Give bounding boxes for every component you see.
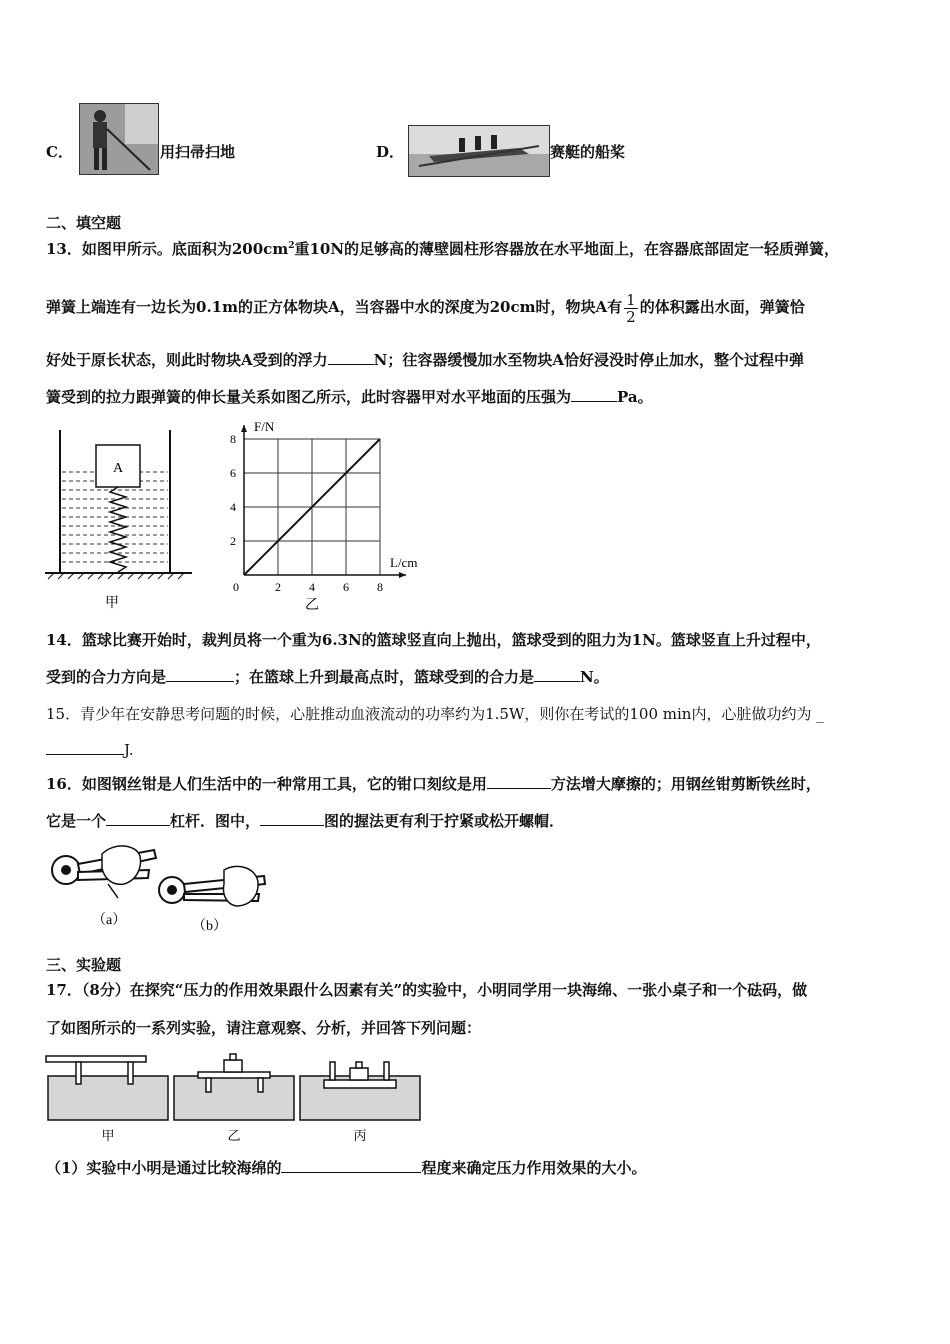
caption-jia: 甲 [101,1128,115,1143]
pliers-figures [44,840,284,940]
q13-line2a: 弹簧上端连有一边长为0.1m的正方体物块A，当容器中水的深度为20cm时，物块A有 [46,298,623,316]
q16-line1a: 16．如图钢丝钳是人们生活中的一种常用工具，它的钳口刻纹是用 [46,775,487,793]
x-tick-label: 6 [343,580,349,594]
option-d-letter: D． [376,143,405,161]
figure-container-jia [40,425,200,615]
q16-line-1 [46,773,821,794]
q16-blank-lever[interactable] [106,811,170,826]
q13-blank-pressure[interactable] [571,387,617,402]
block-a-label: A [112,461,124,476]
rowing-photo [408,125,550,177]
q14-blank-net-force[interactable] [534,667,580,682]
sponge-figure-bing [300,1062,420,1120]
q13-line-4 [46,386,653,407]
chart-axes [241,425,406,578]
y-tick-label: 6 [230,466,236,480]
pliers-figure-b [159,866,265,906]
q14-line-1: 14．篮球比赛开始时，裁判员将一个重为6.3N的篮球竖直向上抛出，篮球受到的阻力为1N。篮球竖直上升过程中， [46,631,821,649]
q13-line2b: 的体积露出水面，弹簧恰 [639,298,805,316]
sponge-experiment-figures [44,1052,424,1147]
q15-line2: J. [124,741,134,759]
q17-sub1 [46,1157,646,1178]
x-tick-label: 8 [377,580,383,594]
q16-line1b: 方法增大摩擦的；用钢丝钳剪断铁丝时， [550,775,821,793]
x-tick-label: 0 [233,580,239,594]
q13-line-1 [46,238,839,259]
q16-blank-figure[interactable] [260,811,324,826]
q14-line2c: N。 [580,668,609,686]
x-axis-arrow [399,572,406,578]
q16-blank-method[interactable] [487,774,551,789]
q17-line-1: 17．（8分）在探究“压力的作用效果跟什么因素有关”的实验中，小明同学用一块海绵、一张小桌子和一个砝码，做 [46,981,808,999]
q14-line2a: 受到的合力方向是 [46,668,167,686]
q14-line2b: ；在篮球上升到最高点时，篮球受到的合力是 [234,668,535,686]
q13-line1b: 重10N的足够高的薄壁圆柱形容器放在水平地面上，在容器底部固定一轻质弹簧， [294,240,840,258]
q13-line3a: 好处于原长状态，则此时物块A受到的浮力 [46,351,328,369]
option-c-letter: C． [46,143,73,161]
figure-b-caption: （b） [192,919,227,934]
option-c-text: 用扫帚扫地 [160,143,236,161]
y-tick-label: 2 [230,534,236,548]
rowing-illustration [409,126,549,176]
section-title-experiment: 三、实验题 [46,956,122,974]
q15-line-2 [46,740,134,759]
q13-fraction [624,292,638,325]
fraction-numerator: 1 [626,290,636,309]
chart-y-axis-label: F/N [254,420,275,434]
y-axis-arrow [241,425,247,432]
q13-line4a: 簧受到的拉力跟弹簧的伸长量关系如图乙所示，此时容器甲对水平地面的压强为 [46,388,572,406]
y-tick-label: 8 [230,432,236,446]
fraction-denominator: 2 [626,307,636,326]
q13-sup: 2 [288,241,295,251]
sweeping-photo [79,103,159,175]
q17-sub1a: （1）实验中小明是通过比较海绵的 [46,1159,282,1177]
caption-yi: 乙 [227,1128,241,1143]
q16-line2a: 它是一个 [46,812,107,830]
q17-blank-deformation[interactable] [281,1158,421,1173]
caption-bing: 丙 [353,1128,367,1143]
sweeping-illustration [80,104,158,174]
q13-line4b: Pa。 [617,388,653,406]
q13-blank-buoyancy[interactable] [328,350,374,365]
q15-line-1: 15．青少年在安静思考问题的时候，心脏推动血液流动的功率约为1.5W，则你在考试的100 min内，心脏做功约为 _ [46,705,824,723]
chart-x-axis-label: L/cm [390,555,418,570]
q16-line2c: 图的握法更有利于拧紧或松开螺帽． [324,812,565,830]
q13-line-2 [46,289,805,325]
spring-force-chart [222,420,442,615]
figure-jia-caption: 甲 [105,596,119,611]
q13-line1a: 13．如图甲所示。底面积为200cm [46,240,289,258]
sponge-figure-yi [174,1054,294,1120]
x-tick-label: 4 [309,580,315,594]
q17-sub1b: 程度来确定压力作用效果的大小。 [421,1159,647,1177]
q15-blank-work[interactable] [46,740,124,755]
sponge-figure-jia [46,1056,168,1120]
x-tick-label: 2 [275,580,281,594]
y-tick-label: 4 [230,500,236,514]
q14-blank-direction[interactable] [166,667,234,682]
q13-line-3 [46,349,804,370]
q17-line-2: 了如图所示的一系列实验，请注意观察、分析，并回答下列问题： [46,1019,482,1037]
figure-a-caption: （a） [92,913,127,928]
q14-line-2 [46,666,609,687]
section-title-fill-blank: 二、填空题 [46,214,122,232]
q16-line-2 [46,810,564,831]
q13-line3b: N；往容器缓慢加水至物块A恰好浸没时停止加水，整个过程中弹 [373,351,804,369]
q16-line2b: 杠杆．图中， [170,812,261,830]
pliers-figure-a [52,846,156,898]
chart-caption: 乙 [305,598,319,613]
option-d-text: 赛艇的船桨 [550,143,626,161]
